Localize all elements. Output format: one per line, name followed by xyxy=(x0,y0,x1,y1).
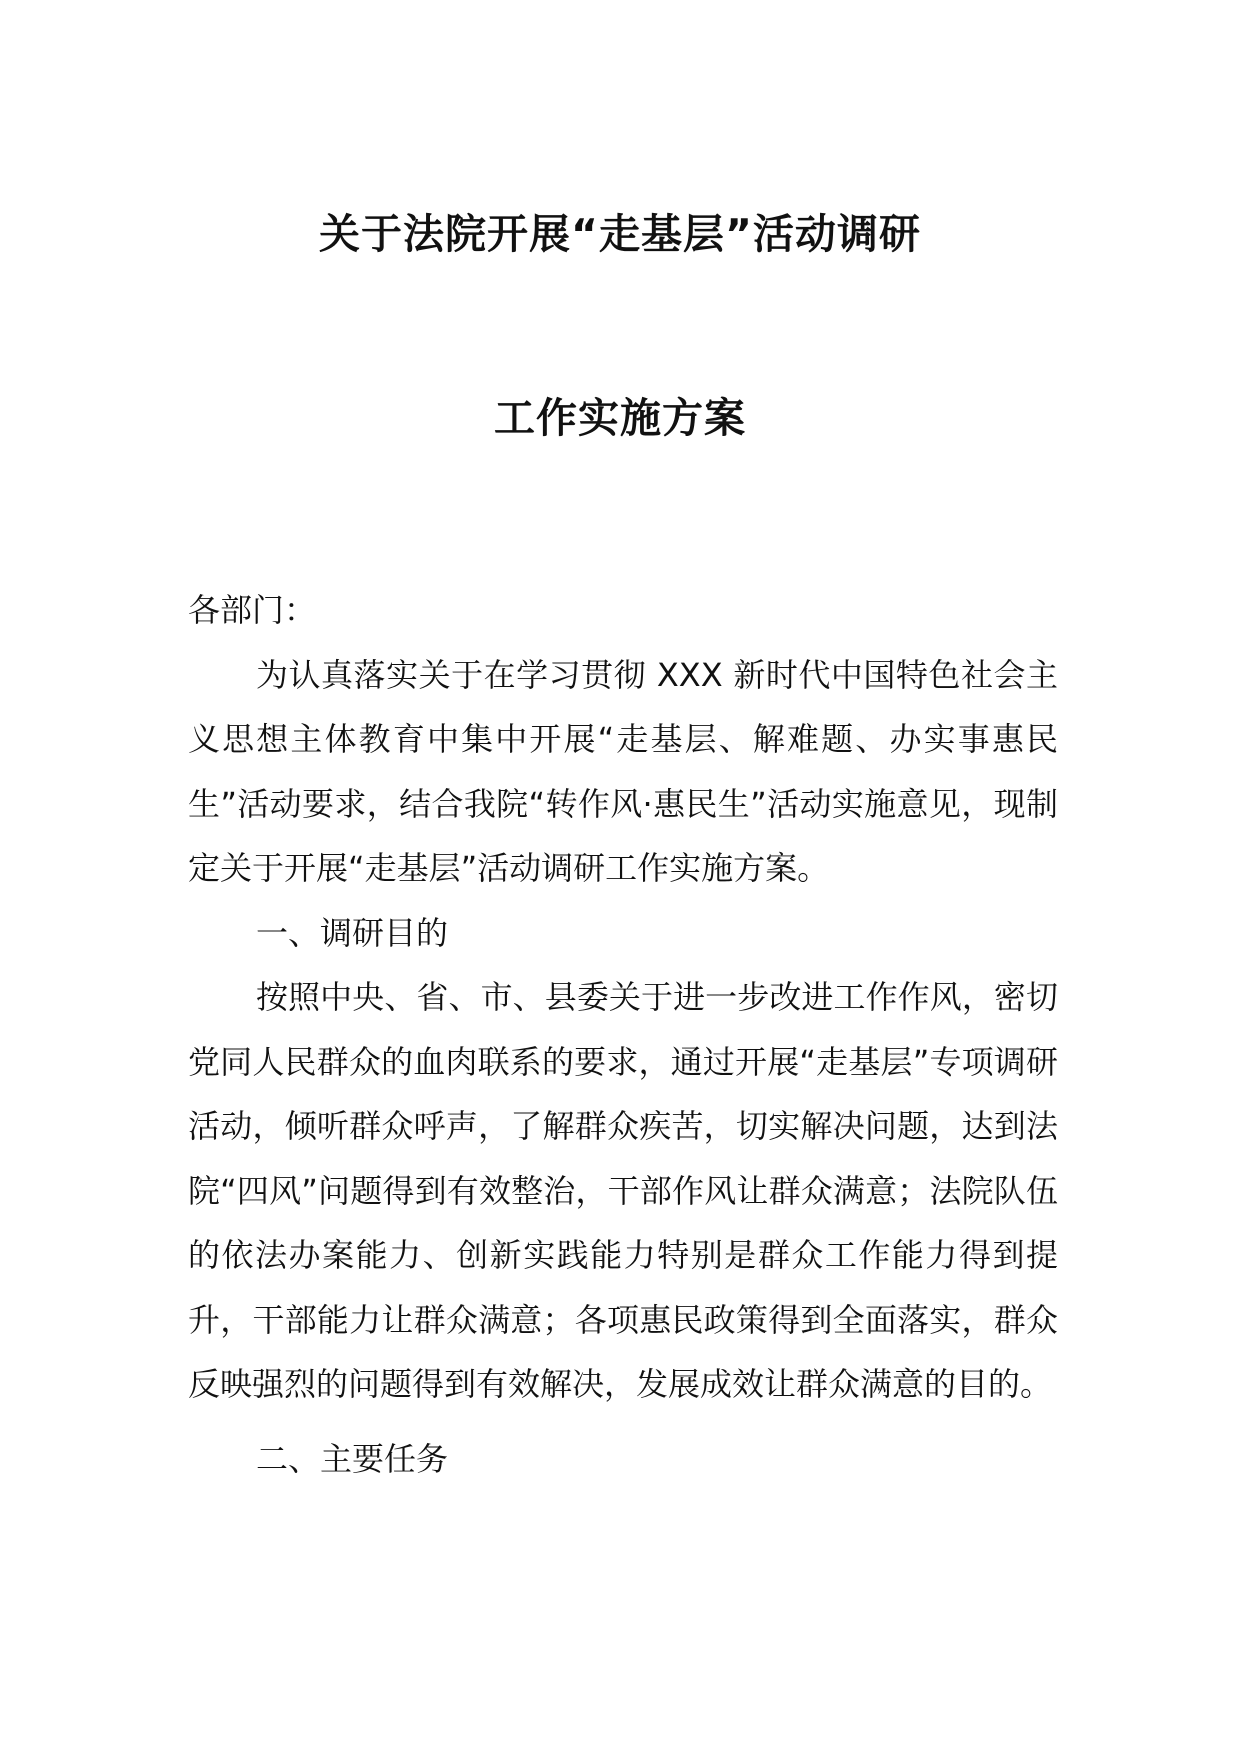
section-heading-tasks: 二、主要任务 xyxy=(256,1439,449,1478)
document-title-line-2: 工作实施方案 xyxy=(494,394,746,442)
document-body xyxy=(188,578,1058,1491)
document-title-line-1: 关于法院开展“走基层”活动调研 xyxy=(319,210,921,258)
salutation: 各部门： xyxy=(188,591,317,629)
section-heading-purpose: 一、调研目的 xyxy=(256,913,449,952)
intro-paragraph: 为认真落实关于在学习贯彻 XXX 新时代中国特色社会主义思想主体教育中集中开展“走基层、解难题、办实事惠民生”活动要求，结合我院“转作风·惠民生”活动实施意见，现制定关于开展“走基层”活动调研工作实施方案。 xyxy=(188,655,1058,887)
purpose-paragraph: 按照中央、省、市、县委关于进一步改进工作作风，密切党同人民群众的血肉联系的要求，通过开展“走基层”专项调研活动，倾听群众呼声，了解群众疾苦，切实解决问题，达到法院“四风”问题得到有效整治，干部作风让群众满意；法院队伍的依法办案能力、创新实践能力特别是群众工作能力得到提升，干部能力让群众满意；各项惠民政策得到全面落实，群众反映强烈的问题得到有效解决，发展成效让群众满意的目的。 xyxy=(188,978,1058,1403)
